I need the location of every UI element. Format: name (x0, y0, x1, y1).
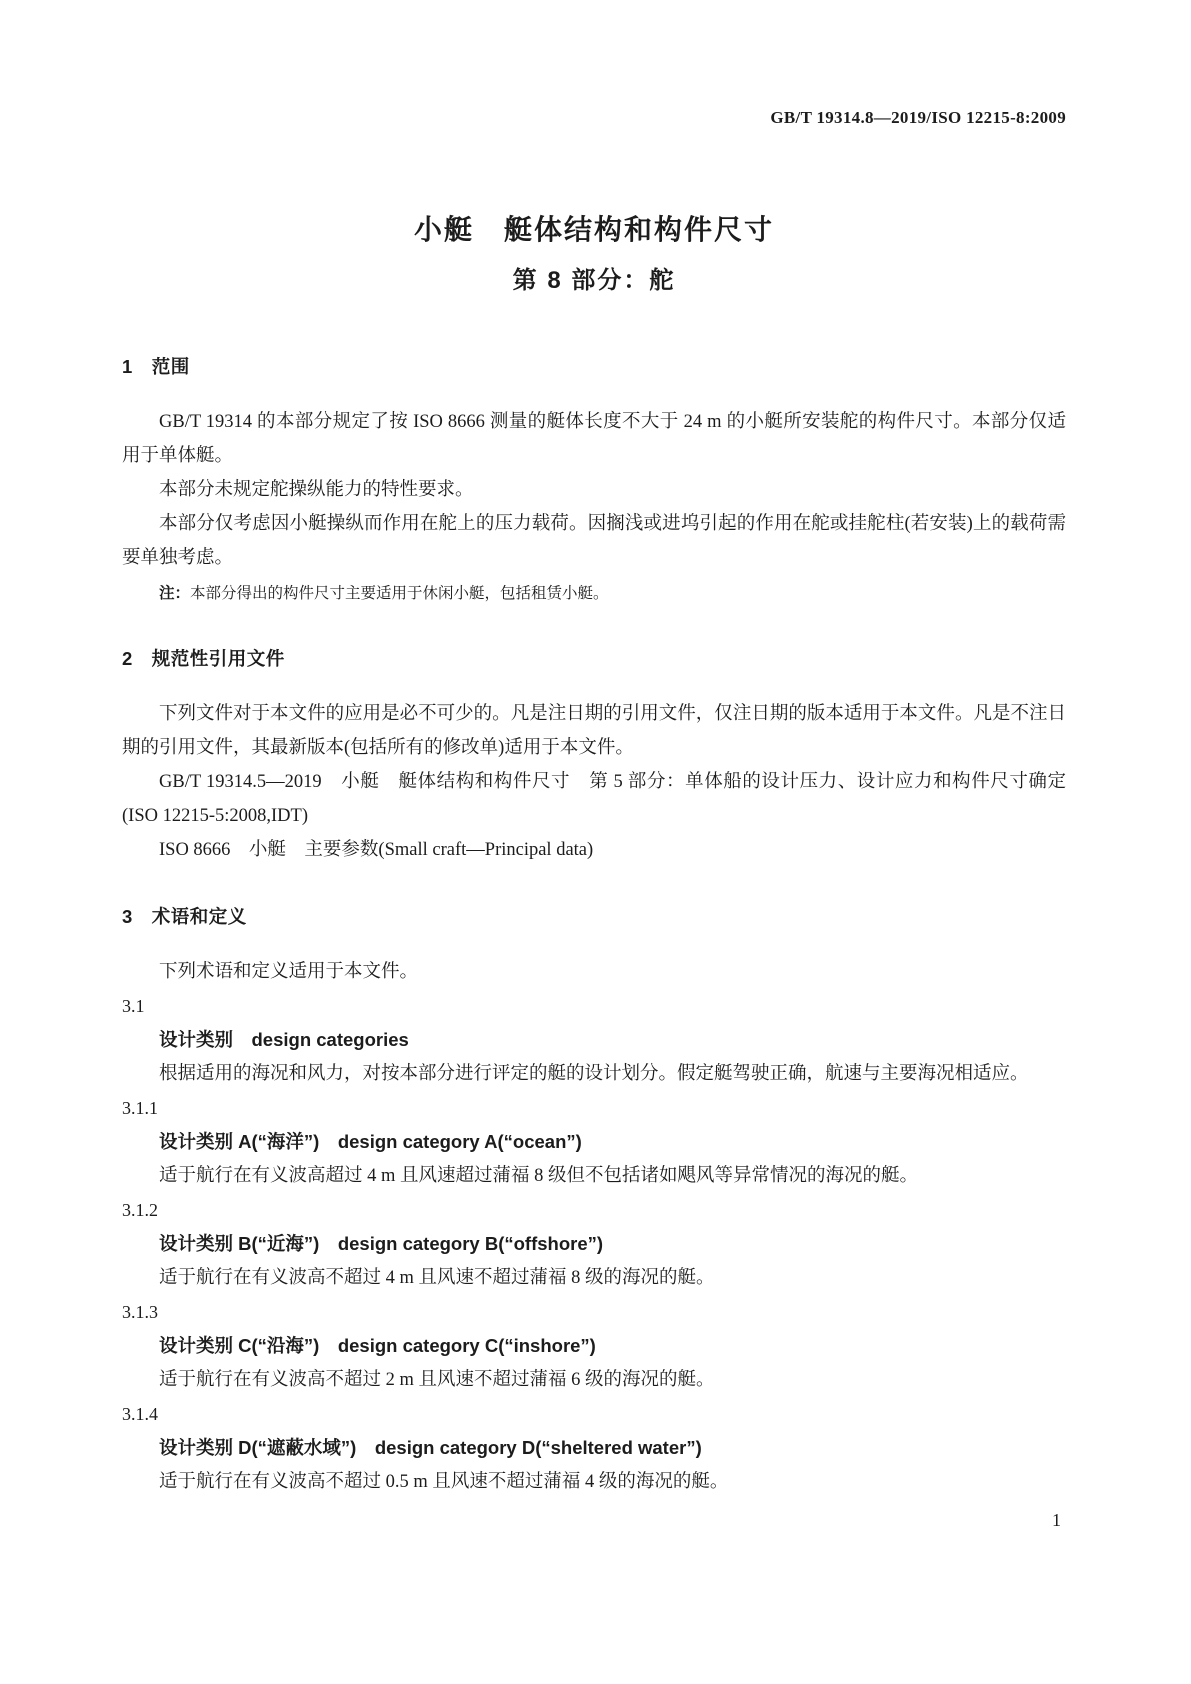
section-1-note (159, 579, 1066, 609)
section-2-paragraph-1: 下列文件对于本文件的应用是必不可少的。凡是注日期的引用文件，仅注日期的版本适用于本文件。凡是不注日期的引用文件，其最新版本(包括所有的修改单)适用于本文件。 (122, 704, 1066, 758)
term-3-1 (122, 989, 1066, 1091)
term-definition-3-1-1: 适于航行在有义波高超过 4 m 且风速超过蒲福 8 级但不包括诸如飓风等异常情况的海况的艇。 (159, 1166, 919, 1186)
term-heading-3-1-4: 设计类别 D(“遮蔽水域”) design category D(“sheltered water”) (159, 1437, 702, 1458)
section-3-intro: 下列术语和定义适用于本文件。 (159, 962, 419, 982)
term-heading-3-1: 设计类别 design categories (159, 1029, 409, 1050)
term-heading-3-1-1: 设计类别 A(“海洋”) design category A(“ocean”) (159, 1131, 582, 1152)
section-3-heading: 3 术语和定义 (122, 906, 247, 927)
note-text: 本部分得出的构件尺寸主要适用于休闲小艇，包括租赁小艇。 (190, 585, 609, 602)
standard-number: GB/T 19314.8—2019/ISO 12215-8:2009 (770, 108, 1066, 127)
note-label: 注： (159, 585, 191, 602)
term-3-1-2 (122, 1193, 1066, 1295)
section-1-paragraph-2: 本部分未规定舵操纵能力的特性要求。 (159, 480, 474, 500)
document-title-line2: 第 8 部分：舵 (512, 267, 676, 294)
term-definition-3-1-3: 适于航行在有义波高不超过 2 m 且风速不超过蒲福 6 级的海况的艇。 (159, 1370, 715, 1390)
term-definition-3-1-4: 适于航行在有义波高不超过 0.5 m 且风速不超过蒲福 4 级的海况的艇。 (159, 1472, 729, 1492)
document-title-line1: 小艇 艇体结构和构件尺寸 (413, 214, 774, 245)
term-3-1-3 (122, 1295, 1066, 1397)
section-1-paragraph-1: GB/T 19314 的本部分规定了按 ISO 8666 测量的艇体长度不大于 24 m 的小艇所安装舵的构件尺寸。本部分仅适用于单体艇。 (122, 412, 1066, 466)
page-number: 1 (1052, 1510, 1061, 1530)
term-3-1-4 (122, 1397, 1066, 1499)
term-definition-3-1-2: 适于航行在有义波高不超过 4 m 且风速不超过蒲福 8 级的海况的艇。 (159, 1268, 715, 1288)
term-number-3-1: 3.1 (122, 996, 145, 1016)
document-title (122, 208, 1066, 295)
term-number-3-1-1: 3.1.1 (122, 1098, 158, 1118)
term-heading-3-1-3: 设计类别 C(“沿海”) design category C(“inshore”) (159, 1335, 596, 1356)
term-number-3-1-2: 3.1.2 (122, 1200, 158, 1220)
reference-entry-2: ISO 8666 小艇 主要参数(Small craft—Principal data) (159, 840, 594, 860)
term-definition-3-1: 根据适用的海况和风力，对按本部分进行评定的艇的设计划分。假定艇驾驶正确，航速与主要海况相适应。 (159, 1064, 1029, 1084)
section-2-heading: 2 规范性引用文件 (122, 648, 285, 669)
term-heading-3-1-2: 设计类别 B(“近海”) design category B(“offshore”) (159, 1233, 604, 1254)
reference-entry-1: GB/T 19314.5—2019 小艇 艇体结构和构件尺寸 第 5 部分：单体船的设计压力、设计应力和构件尺寸确定(ISO 12215-5:2008,IDT) (122, 772, 1066, 826)
term-number-3-1-3: 3.1.3 (122, 1302, 158, 1322)
term-3-1-1 (122, 1091, 1066, 1193)
section-1-heading: 1 范围 (122, 356, 190, 377)
section-1-paragraph-3: 本部分仅考虑因小艇操纵而作用在舵上的压力载荷。因搁浅或进坞引起的作用在舵或挂舵柱(若安装)上的载荷需要单独考虑。 (122, 514, 1066, 568)
term-number-3-1-4: 3.1.4 (122, 1404, 158, 1424)
